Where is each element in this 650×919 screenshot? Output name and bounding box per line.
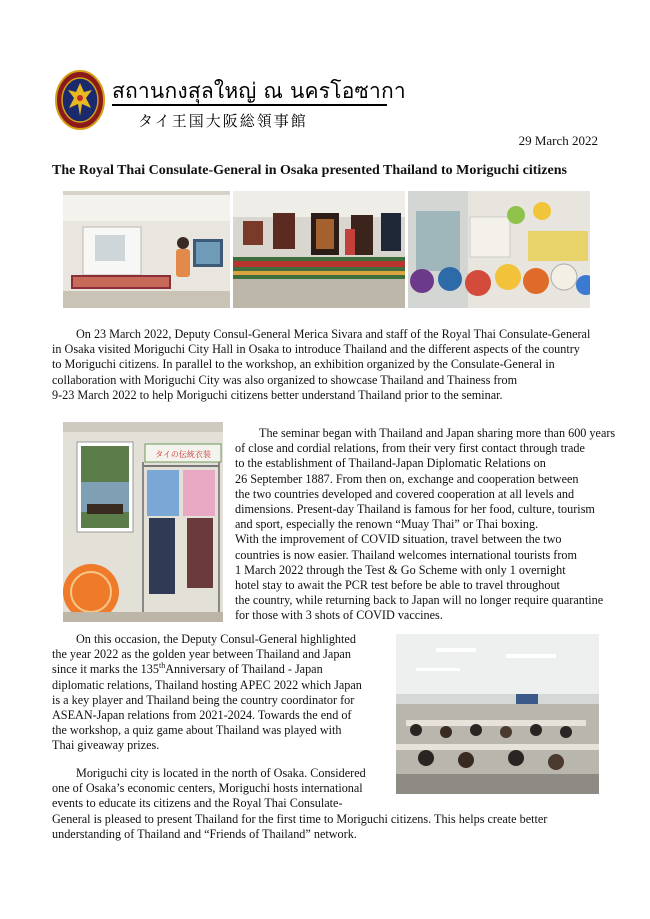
paragraph-line: one of Osaka’s economic centers, Moriguchi hosts international — [52, 781, 363, 796]
thai-consulate-name: สถานกงสุลใหญ่ ณ นครโอซากา — [112, 79, 406, 103]
photo-deputy-consul-speaking — [63, 191, 230, 308]
photo-exhibition-table — [233, 191, 405, 308]
paragraph-line: ASEAN-Japan relations from 2021-2024. Towards the end of — [52, 708, 352, 723]
paragraph-line: understanding of Thailand and “Friends of Thailand” network. — [52, 826, 357, 841]
paragraph-line: and sport, especially the renown “Muay Thai” or Thai boxing. — [235, 517, 539, 532]
paragraph-line: The seminar began with Thailand and Japan sharing more than 600 years — [259, 426, 616, 440]
paragraph-golden-year — [52, 632, 387, 754]
document-date: 29 March 2022 — [518, 133, 598, 148]
photo-umbrellas-display — [408, 191, 590, 308]
paragraph-line: the two countries developed and covered cooperation at all levels and — [235, 486, 575, 501]
paragraph-line: dimensions. Present-day Thailand is famous for her food, culture, tourism — [235, 502, 595, 517]
paragraph-line-anniversary — [52, 662, 387, 677]
paragraph-line: of close and cordial relations, from their very first contact through trade — [235, 441, 585, 456]
paragraph-line: collaboration with Moriguchi City was also organized to showcase Thailand and Thainess from — [52, 372, 518, 387]
paragraph-line: On 23 March 2022, Deputy Consul-General Merica Sivara and staff of the Royal Thai Consulate-General — [76, 327, 591, 341]
ordinal-suffix: th — [158, 661, 166, 671]
paragraph-line: Thai giveaway prizes. — [52, 738, 160, 753]
anniversary-text-prefix: since it marks the 135 — [52, 662, 159, 677]
paragraph-line: diplomatic relations, Thailand hosting APEC 2022 which Japan — [52, 677, 362, 692]
paragraph-line: is a key player and Thailand being the country coordinator for — [52, 692, 355, 707]
photo-thai-traditional-costumes — [63, 422, 223, 622]
paragraph-line: 9-23 March 2022 to help Moriguchi citizens better understand Thailand prior to the seminar. — [52, 387, 503, 402]
japanese-consulate-name: タイ王国大阪総領事館 — [138, 112, 308, 130]
paragraph-line: 1 March 2022 through the Test & Go Scheme with only 1 overnight — [235, 562, 566, 577]
paragraph-line: the year 2022 as the golden year between Thailand and Japan — [52, 647, 351, 662]
paragraph-line: the country, while returning back to Japan will no longer require quarantine — [235, 593, 604, 608]
costume-banner-text: タイの伝統衣装 — [155, 450, 211, 459]
paragraph-line: for those with 3 shots of COVID vaccines. — [235, 608, 443, 623]
paragraph-line: General is pleased to present Thailand for the first time to Moriguchi citizens. This helps create better — [52, 811, 548, 826]
paragraph-line: hotel stay to await the PCR test before be able to travel throughout — [235, 578, 560, 593]
consulate-emblem — [55, 70, 105, 130]
paragraph-line: events to educate its citizens and the Royal Thai Consulate- — [52, 796, 343, 811]
paragraph-thai-japan-relations — [235, 426, 635, 624]
anniversary-text-suffix: Anniversary of Thailand - Japan — [165, 662, 323, 677]
document-title: The Royal Thai Consulate-General in Osaka presented Thailand to Moriguchi citizens — [52, 163, 567, 178]
paragraph-visit-summary — [52, 327, 612, 403]
header-rule — [112, 104, 387, 106]
paragraph-moriguchi-city — [52, 766, 612, 842]
paragraph-line: to Moriguchi citizens. In parallel to the workshop, an exhibition organized by the Consulate-General in — [52, 357, 555, 372]
paragraph-line: 26 September 1887. From then on, exchange and cooperation between — [235, 471, 579, 486]
paragraph-line: On this occasion, the Deputy Consul-General highlighted — [76, 632, 356, 646]
paragraph-line: countries is now easier. Thailand welcomes international tourists from — [235, 547, 577, 562]
paragraph-line: With the improvement of COVID situation, travel between the two — [235, 532, 562, 547]
paragraph-line: to the establishment of Thailand-Japan Diplomatic Relations on — [235, 456, 546, 471]
paragraph-line: the workshop, a quiz game about Thailand was played with — [52, 723, 342, 738]
paragraph-line: in Osaka visited Moriguchi City Hall in Osaka to introduce Thailand and the different aspects of the country — [52, 342, 580, 357]
paragraph-line: Moriguchi city is located in the north of Osaka. Considered — [76, 766, 366, 780]
